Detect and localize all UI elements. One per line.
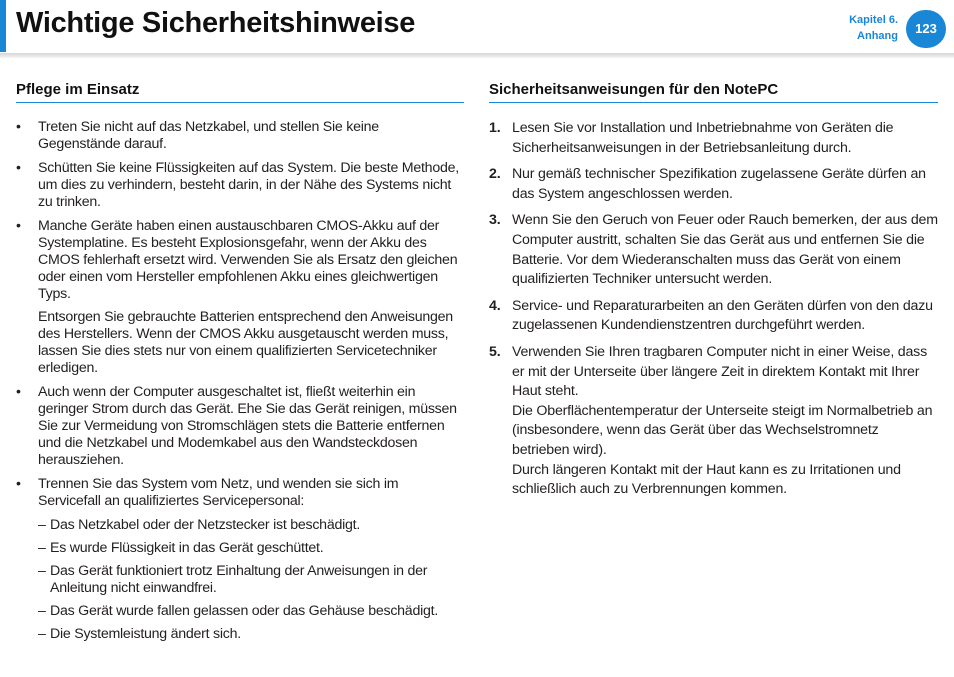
care-section <box>16 80 464 650</box>
dash-item <box>38 603 464 620</box>
step-number: 3. <box>489 212 501 229</box>
step-text: Wenn Sie den Geruch von Feuer oder Rauch bemerken, der aus dem Computer austritt, schalten Sie das Gerät aus und entfernen Sie die Batterie. Vor dem Wiederanschalten muss das Gerät von einem qualifizierten Techniker untersucht werden. <box>512 212 938 288</box>
dash-text: Es wurde Flüssigkeit in das Gerät geschüttet. <box>50 540 324 556</box>
dash-marker: – <box>38 563 46 579</box>
step-item <box>489 211 938 289</box>
bullet-extra-paragraph: Entsorgen Sie gebrauchte Batterien entsprechend den Anweisungen des Herstellers. Wenn der CMOS Akku ausgetauscht werden muss, lassen Sie dies stets nur von einem qualifizierten Servicetechniker erledigen. <box>38 309 453 376</box>
step-text: Durch längeren Kontakt mit der Haut kann es zu Irritationen und schließlich auch zu Verbrennungen kommen. <box>512 461 901 498</box>
bullet-marker: • <box>16 160 21 176</box>
dash-text: Das Gerät wurde fallen gelassen oder das Gehäuse beschädigt. <box>50 603 439 619</box>
step-text: Service- und Reparaturarbeiten an den Geräten dürfen von den dazu zugelassenen Kundendienstzentren durchgeführt werden. <box>512 297 933 334</box>
bullet-marker: • <box>16 218 21 234</box>
safety-step-list <box>489 119 938 500</box>
dash-text: Das Gerät funktioniert trotz Einhaltung der Anweisungen in der Anleitung nicht einwandfrei. <box>50 563 428 596</box>
chapter-number: Kapitel 6. <box>849 14 898 26</box>
step-item <box>489 165 938 204</box>
chapter-name: Anhang <box>857 30 898 42</box>
page-number-badge: 123 <box>906 10 946 48</box>
step-text: Nur gemäß technischer Spezifikation zugelassene Geräte dürfen an das System angeschlossen werden. <box>512 166 926 202</box>
bullet-marker: • <box>16 119 21 135</box>
notepc-safety-heading: Sicherheitsanweisungen für den NotePC <box>489 80 938 103</box>
dash-marker: – <box>38 603 46 619</box>
page-title: Wichtige Sicherheitshinweise <box>16 7 416 39</box>
chapter-label <box>849 12 898 44</box>
bullet-text: Auch wenn der Computer ausgeschaltet ist, fließt weiterhin ein geringer Strom durch das Gerät. Ehe Sie das Gerät reinigen, müssen Sie zur Vermeidung von Stromschlägen stets die Batterie entfernen und die Netzkabel und Modemkabel aus den Wandsteckdosen herausziehen. <box>38 384 457 468</box>
dash-text: Das Netzkabel oder der Netzstecker ist beschädigt. <box>50 517 361 533</box>
step-item <box>489 119 938 158</box>
bullet-marker: • <box>16 476 21 492</box>
notepc-safety-section <box>489 80 938 507</box>
step-text: Lesen Sie vor Installation und Inbetriebnahme von Geräten die Sicherheitsanweisungen in der Betriebsanleitung durch. <box>512 120 894 156</box>
header-divider <box>0 53 954 58</box>
step-text: Verwenden Sie Ihren tragbaren Computer nicht in einer Weise, dass er mit der Unterseite über längere Zeit in direktem Kontakt mit Ihrer Haut steht. <box>512 343 927 400</box>
dash-marker: – <box>38 626 46 642</box>
bullet-item <box>16 476 464 643</box>
step-item <box>489 297 938 336</box>
bullet-text: Trennen Sie das System vom Netz, und wenden sie sich im Servicefall an qualifiziertes Servicepersonal: <box>38 476 399 509</box>
step-text: Die Oberflächentemperatur der Unterseite steigt im Normalbetrieb an (insbesondere, wenn das Gerät über das Wechselstromnetz betrieben wird). <box>512 402 933 458</box>
step-number: 1. <box>489 120 501 136</box>
dash-item <box>38 626 464 643</box>
dash-text: Die Systemleistung ändert sich. <box>50 626 241 642</box>
step-item <box>489 343 938 500</box>
step-number: 4. <box>489 297 501 314</box>
care-bullet-list <box>16 119 464 643</box>
bullet-item <box>16 119 464 153</box>
dash-marker: – <box>38 517 46 533</box>
bullet-text: Treten Sie nicht auf das Netzkabel, und stellen Sie keine Gegenstände darauf. <box>38 119 379 152</box>
bullet-text: Schütten Sie keine Flüssigkeiten auf das System. Die beste Methode, um dies zu verhindern, besteht darin, in der Nähe des Systems nicht zu trinken. <box>38 160 459 210</box>
dash-item <box>38 540 464 557</box>
bullet-item <box>16 160 464 211</box>
bullet-item <box>16 218 464 377</box>
bullet-marker: • <box>16 384 21 400</box>
dash-marker: – <box>38 540 46 556</box>
header-accent-bar <box>0 0 6 52</box>
bullet-text: Manche Geräte haben einen austauschbaren CMOS-Akku auf der Systemplatine. Es besteht Explosionsgefahr, wenn der Akku des CMOS fehlerhaft ersetzt wird. Verwenden Sie als Ersatz den gleichen oder einen vom Hersteller empfohlenen Akku eines gleichwertigen Typs. <box>38 218 458 302</box>
dash-item <box>38 563 464 597</box>
step-number: 5. <box>489 343 501 360</box>
care-heading: Pflege im Einsatz <box>16 80 464 103</box>
bullet-item <box>16 384 464 469</box>
service-condition-list <box>38 517 464 643</box>
step-number: 2. <box>489 166 501 183</box>
dash-item <box>38 517 464 534</box>
